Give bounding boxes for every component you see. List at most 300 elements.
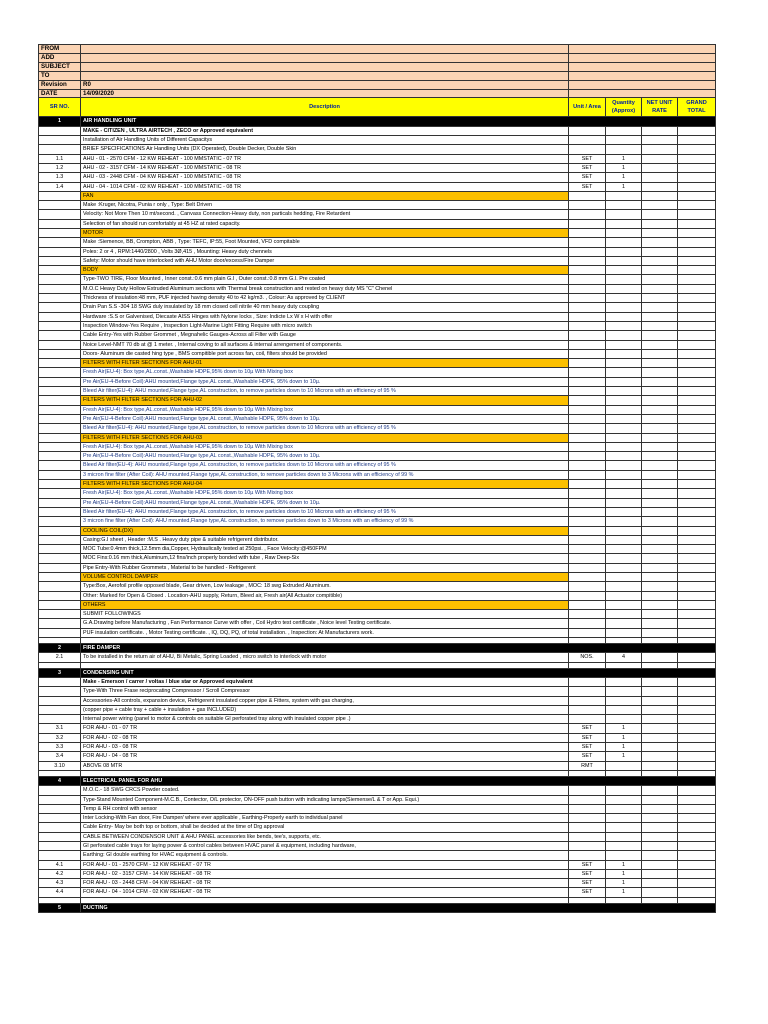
sr-no-cell (39, 814, 81, 823)
spec-row (39, 312, 716, 321)
sr-no-cell: 4.2 (39, 869, 81, 878)
subsection-row (39, 359, 716, 368)
spec-row (39, 705, 716, 714)
sr-no-cell: 4.3 (39, 879, 81, 888)
total-cell (678, 359, 716, 368)
total-cell (678, 442, 716, 451)
quantity-cell (606, 461, 642, 470)
unit-cell: SET (569, 869, 606, 878)
unit-cell (569, 126, 606, 135)
quantity-cell (606, 804, 642, 813)
description-cell: Make :Kruger, Nicotra, Punia r only , Type: Belt Driven (81, 201, 569, 210)
sr-no-cell (39, 349, 81, 358)
description-cell: 3 micron fine filter (After Coil): AHU mounted,Flange type,AL construction, to remove particles down to 3 Microns with an efficiency of 99 % (81, 517, 569, 526)
total-cell (678, 715, 716, 724)
total-cell (678, 696, 716, 705)
quantity-cell (606, 619, 642, 628)
rate-cell (642, 545, 678, 554)
meta-blank (569, 62, 716, 71)
quantity-cell (606, 842, 642, 851)
unit-cell: SET (569, 173, 606, 182)
quantity-cell (606, 191, 642, 200)
meta-blank (569, 71, 716, 80)
line-item-row (39, 879, 716, 888)
meta-label: TO (39, 71, 81, 80)
unit-cell (569, 256, 606, 265)
sr-no-cell (39, 677, 81, 686)
sr-no-cell (39, 368, 81, 377)
unit-cell: SET (569, 724, 606, 733)
boq-rows (39, 117, 716, 913)
boq-table (38, 44, 716, 913)
description-cell: M.O.C Heavy Duty Hollow Extruded Aluminum sections with Thermal break construction and rested on heavy duty MS "C" Chenel (81, 284, 569, 293)
unit-cell (569, 517, 606, 526)
line-item-row (39, 724, 716, 733)
total-cell (678, 433, 716, 442)
total-cell (678, 591, 716, 600)
sr-no-cell: 4.4 (39, 888, 81, 897)
quantity-cell: 4 (606, 653, 642, 662)
description-cell: FILTERS WITH FILTER SECTIONS FOR AHU-01 (81, 359, 569, 368)
section-number: 4 (39, 776, 81, 785)
quantity-cell (606, 526, 642, 535)
rate-cell (642, 804, 678, 813)
quantity-cell (606, 442, 642, 451)
total-cell (678, 610, 716, 619)
quantity-cell: 1 (606, 733, 642, 742)
section-number: 5 (39, 903, 81, 912)
rate-cell (642, 256, 678, 265)
document-meta (39, 45, 716, 98)
unit-cell (569, 696, 606, 705)
rate-cell (642, 461, 678, 470)
total-cell (678, 842, 716, 851)
rate-cell (642, 572, 678, 581)
spec-row (39, 349, 716, 358)
spec-row (39, 452, 716, 461)
meta-blank (569, 89, 716, 98)
sr-no-cell (39, 442, 81, 451)
unit-cell (569, 312, 606, 321)
unit-cell (569, 294, 606, 303)
sr-no-cell: 3.3 (39, 743, 81, 752)
sr-no-cell (39, 219, 81, 228)
spec-row (39, 619, 716, 628)
rate-cell (642, 266, 678, 275)
subsection-row (39, 191, 716, 200)
rate-cell (642, 442, 678, 451)
unit-cell (569, 563, 606, 572)
meta-label: ADD (39, 53, 81, 62)
unit-cell (569, 284, 606, 293)
description-cell: VOLUME CONTROL DAMPER (81, 572, 569, 581)
total-cell (678, 266, 716, 275)
quantity-cell (606, 517, 642, 526)
spec-row (39, 563, 716, 572)
meta-blank (569, 53, 716, 62)
spec-row (39, 126, 716, 135)
total-cell (678, 724, 716, 733)
rate-cell (642, 888, 678, 897)
rate-cell (642, 554, 678, 563)
sr-no-cell (39, 489, 81, 498)
total-cell (678, 210, 716, 219)
sr-no-cell (39, 275, 81, 284)
rate-cell (642, 715, 678, 724)
description-cell: OTHERS (81, 600, 569, 609)
section-title: DUCTING (81, 903, 716, 912)
unit-cell (569, 424, 606, 433)
quantity-cell (606, 229, 642, 238)
sr-no-cell (39, 238, 81, 247)
total-cell (678, 786, 716, 795)
quantity-cell (606, 563, 642, 572)
quantity-cell (606, 266, 642, 275)
spec-row (39, 284, 716, 293)
quantity-cell (606, 331, 642, 340)
sr-no-cell (39, 340, 81, 349)
description-cell: Doors- Aluminum die casted hing type , BMS compitible port across fan, coil, filters should be provided (81, 349, 569, 358)
description-cell: BRIEF SPECIFICATIONS Air Handling Units (DX Operated), Double Decker, Double Skin (81, 145, 569, 154)
quantity-cell (606, 136, 642, 145)
sr-no-cell (39, 256, 81, 265)
description-cell: FILTERS WITH FILTER SECTIONS FOR AHU-04 (81, 480, 569, 489)
sr-no-cell: 1.2 (39, 163, 81, 172)
sr-no-cell (39, 572, 81, 581)
sr-no-cell (39, 229, 81, 238)
quantity-cell (606, 535, 642, 544)
meta-label: SUBJECT (39, 62, 81, 71)
subsection-row (39, 266, 716, 275)
rate-cell (642, 832, 678, 841)
sr-no-cell (39, 359, 81, 368)
sr-no-cell (39, 452, 81, 461)
unit-cell (569, 340, 606, 349)
rate-cell (642, 126, 678, 135)
meta-label: Revision (39, 80, 81, 89)
total-cell (678, 452, 716, 461)
description-cell: Thickness of insulation:48 mm, PUF injected having density 40 to 42 kg/m3. , Colour: As approved by CLIENT (81, 294, 569, 303)
unit-cell (569, 804, 606, 813)
sr-no-cell (39, 294, 81, 303)
description-cell: ABOVE 08 MTR (81, 761, 569, 770)
description-cell: Earthing: GI double earthing for HVAC equipment & controls. (81, 851, 569, 860)
line-item-row (39, 163, 716, 172)
quantity-cell (606, 687, 642, 696)
description-cell: Fresh Air(EU-4): Box type,AL.const.,Washable HDPE,95% down to 10µ With Mixing box (81, 405, 569, 414)
sr-no-cell (39, 136, 81, 145)
total-cell (678, 480, 716, 489)
total-cell (678, 349, 716, 358)
description-cell: Installation of Air Handling Units of Different Capacitys (81, 136, 569, 145)
sr-no-cell (39, 321, 81, 330)
sr-no-cell (39, 696, 81, 705)
spec-row (39, 377, 716, 386)
quantity-cell (606, 424, 642, 433)
description-cell: Hardware :S.S or Galvenised, Diecaste AISS Hinges with Nylone locks , Size: Indicte Lx W x H with offer (81, 312, 569, 321)
description-cell: Make - Emerson / carrer / voltas / blue star or Approved equivalent (81, 677, 569, 686)
description-cell: Type:Box, Aerofoil profile opposed blade, Gear driven, Low leakage , MOC: 18 swg Extruded Aluminum. (81, 582, 569, 591)
boq-sheet (38, 44, 715, 913)
unit-cell (569, 433, 606, 442)
description-cell: FOR AHU - 02 - 08 TR (81, 733, 569, 742)
total-cell (678, 256, 716, 265)
sr-no-cell (39, 842, 81, 851)
spec-row (39, 414, 716, 423)
unit-cell (569, 610, 606, 619)
unit-cell (569, 210, 606, 219)
sr-no-cell (39, 786, 81, 795)
sr-no-cell (39, 126, 81, 135)
quantity-cell (606, 610, 642, 619)
meta-row (39, 45, 716, 54)
meta-value: 14/09/2020 (81, 89, 569, 98)
quantity-cell (606, 433, 642, 442)
sr-no-cell (39, 517, 81, 526)
sr-no-cell (39, 201, 81, 210)
rate-cell (642, 312, 678, 321)
unit-cell (569, 489, 606, 498)
unit-cell (569, 145, 606, 154)
total-cell (678, 405, 716, 414)
sr-no-cell (39, 795, 81, 804)
total-cell (678, 396, 716, 405)
rate-cell (642, 219, 678, 228)
sr-no-cell (39, 832, 81, 841)
section-row (39, 117, 716, 126)
unit-cell (569, 795, 606, 804)
unit-cell: RMT (569, 761, 606, 770)
total-cell (678, 814, 716, 823)
rate-cell (642, 173, 678, 182)
quantity-cell (606, 705, 642, 714)
rate-cell (642, 489, 678, 498)
description-cell: Pipe Entry-With Rubber Grommets , Material to be handled - Refrigerent (81, 563, 569, 572)
unit-cell (569, 247, 606, 256)
unit-cell (569, 628, 606, 637)
unit-cell (569, 814, 606, 823)
rate-cell (642, 814, 678, 823)
spec-row (39, 275, 716, 284)
rate-cell (642, 136, 678, 145)
rate-cell (642, 610, 678, 619)
column-headers (39, 98, 716, 117)
unit-cell (569, 387, 606, 396)
rate-cell (642, 535, 678, 544)
description-cell: COOLING COIL(DX) (81, 526, 569, 535)
rate-cell (642, 377, 678, 386)
total-cell (678, 628, 716, 637)
spec-row (39, 832, 716, 841)
quantity-cell (606, 628, 642, 637)
unit-cell (569, 786, 606, 795)
spec-row (39, 610, 716, 619)
meta-row (39, 62, 716, 71)
quantity-cell (606, 256, 642, 265)
meta-value: R0 (81, 80, 569, 89)
description-cell: Pre Air(EU-4-Before Coil):AHU mounted,Flange type,AL const.,Washable HDPE, 95% down to 10µ. (81, 498, 569, 507)
unit-cell (569, 191, 606, 200)
rate-cell (642, 705, 678, 714)
description-cell: Inspection Window-Yes Require , Inspection Light-Marine Light Fitting Require with micro switch (81, 321, 569, 330)
section-title: CONDENSING UNIT (81, 668, 716, 677)
total-cell (678, 275, 716, 284)
quantity-cell (606, 554, 642, 563)
sr-no-cell (39, 303, 81, 312)
rate-cell (642, 591, 678, 600)
rate-cell (642, 696, 678, 705)
spec-row (39, 498, 716, 507)
rate-cell (642, 517, 678, 526)
description-cell: Temp & RH control with sensor (81, 804, 569, 813)
section-number: 1 (39, 117, 81, 126)
line-item-row (39, 154, 716, 163)
quantity-cell (606, 201, 642, 210)
rate-cell (642, 823, 678, 832)
description-cell: G.A.Drawing before Manufacturing , Fan Performance Curve with offer , Coil Hydro test certificate , Noice level Testing certificate. (81, 619, 569, 628)
rate-cell (642, 163, 678, 172)
rate-cell (642, 303, 678, 312)
rate-cell (642, 321, 678, 330)
description-cell: Pre Air(EU-4-Before Coil):AHU mounted,Flange type,AL const.,Washable HDPE, 95% down to 10µ. (81, 452, 569, 461)
total-cell (678, 229, 716, 238)
description-cell: FOR AHU - 01 - 2570 CFM - 12 KW REHEAT - 07 TR (81, 860, 569, 869)
sr-no-cell (39, 377, 81, 386)
quantity-cell (606, 405, 642, 414)
quantity-cell (606, 786, 642, 795)
quantity-cell (606, 600, 642, 609)
meta-row (39, 71, 716, 80)
total-cell (678, 294, 716, 303)
unit-cell (569, 238, 606, 247)
total-cell (678, 572, 716, 581)
rate-cell (642, 619, 678, 628)
rate-cell (642, 368, 678, 377)
sr-no-cell (39, 461, 81, 470)
total-cell (678, 795, 716, 804)
total-cell (678, 554, 716, 563)
header-quantity: Quantity (Approx) (606, 98, 642, 117)
quantity-cell (606, 359, 642, 368)
sr-no-cell: 1.4 (39, 182, 81, 191)
sr-no-cell (39, 823, 81, 832)
meta-value (81, 62, 569, 71)
description-cell: MOTOR (81, 229, 569, 238)
spec-row (39, 470, 716, 479)
total-cell (678, 687, 716, 696)
unit-cell (569, 677, 606, 686)
unit-cell (569, 705, 606, 714)
description-cell: BODY (81, 266, 569, 275)
section-number: 3 (39, 668, 81, 677)
rate-cell (642, 275, 678, 284)
description-cell: FOR AHU - 04 - 08 TR (81, 752, 569, 761)
spec-row (39, 804, 716, 813)
total-cell (678, 191, 716, 200)
rate-cell (642, 733, 678, 742)
meta-row (39, 80, 716, 89)
unit-cell (569, 600, 606, 609)
unit-cell (569, 545, 606, 554)
description-cell: Bleed Air filter(EU-4): AHU mounted,Flange type,AL construction, to remove particles down to 10 Microns with an efficiency of 95 % (81, 424, 569, 433)
spec-row (39, 461, 716, 470)
spec-row (39, 210, 716, 219)
quantity-cell: 1 (606, 163, 642, 172)
description-cell: Inter Locking-With Fan door, Fire Damper/ where ever applicable , Earthing-Properly earth to individual panel (81, 814, 569, 823)
header-sr-no: SR NO. (39, 98, 81, 117)
description-cell: Bleed Air filter(EU-4): AHU mounted,Flange type,AL construction, to remove particles down to 10 Microns with an efficiency of 95 % (81, 461, 569, 470)
rate-cell (642, 414, 678, 423)
unit-cell (569, 349, 606, 358)
description-cell: Cable Entry-Yes with Rubber Grommet , Megnahelic Gauges-Across all Filter with Gauge (81, 331, 569, 340)
total-cell (678, 461, 716, 470)
description-cell: (copper pipe + cable tray + cable + insulation + gas INCLUDED) (81, 705, 569, 714)
sr-no-cell (39, 312, 81, 321)
description-cell: To be installed in the return air of AHU, Bi Metalic, Spring Loaded , micro switch to interlock with motor (81, 653, 569, 662)
unit-cell (569, 229, 606, 238)
rate-cell (642, 191, 678, 200)
quantity-cell (606, 507, 642, 516)
rate-cell (642, 752, 678, 761)
unit-cell: SET (569, 879, 606, 888)
quantity-cell (606, 247, 642, 256)
rate-cell (642, 628, 678, 637)
section-row (39, 903, 716, 912)
total-cell (678, 677, 716, 686)
total-cell (678, 312, 716, 321)
rate-cell (642, 563, 678, 572)
quantity-cell (606, 591, 642, 600)
description-cell: Safety: Motor should have interlocked with AHU Motor door/excess/Fire Damper (81, 256, 569, 265)
description-cell: FOR AHU - 02 - 3157 CFM - 14 KW REHEAT - 08 TR (81, 869, 569, 878)
total-cell (678, 582, 716, 591)
unit-cell: SET (569, 154, 606, 163)
total-cell (678, 498, 716, 507)
quantity-cell (606, 126, 642, 135)
total-cell (678, 851, 716, 860)
description-cell: Drain Pan S.S -304 18 SWG duly insulated by 18 mm closed cell nitrile 40 mm heavy duty coupling (81, 303, 569, 312)
line-item-row (39, 733, 716, 742)
description-cell: CABLE BETWEEN CONDENSOR UNIT & AHU PANEL accessories like bends, tee's, supports, etc. (81, 832, 569, 841)
quantity-cell (606, 452, 642, 461)
sr-no-cell (39, 191, 81, 200)
spec-row (39, 331, 716, 340)
unit-cell (569, 619, 606, 628)
quantity-cell (606, 823, 642, 832)
quantity-cell (606, 340, 642, 349)
rate-cell (642, 396, 678, 405)
header-grand-total: GRAND TOTAL (678, 98, 716, 117)
description-cell: AHU - 03 - 2448 CFM - 04 KW REHEAT - 100 MMSTATIC - 08 TR (81, 173, 569, 182)
total-cell (678, 733, 716, 742)
quantity-cell: 1 (606, 182, 642, 191)
description-cell: Velocity: Not More Then 10 mt/second. , Canvass Connection-Heavy duty, non particals hedding, Fire Retardent (81, 210, 569, 219)
description-cell: AHU - 04 - 1014 CFM - 02 KW REHEAT - 100 MMSTATIC - 08 TR (81, 182, 569, 191)
line-item-row (39, 888, 716, 897)
quantity-cell (606, 275, 642, 284)
total-cell (678, 238, 716, 247)
rate-cell (642, 851, 678, 860)
sr-no-cell: 3.1 (39, 724, 81, 733)
unit-cell (569, 442, 606, 451)
total-cell (678, 860, 716, 869)
meta-blank (569, 45, 716, 54)
description-cell: SUBMIT FOLLOWINGS (81, 610, 569, 619)
total-cell (678, 526, 716, 535)
unit-cell (569, 507, 606, 516)
rate-cell (642, 677, 678, 686)
rate-cell (642, 387, 678, 396)
